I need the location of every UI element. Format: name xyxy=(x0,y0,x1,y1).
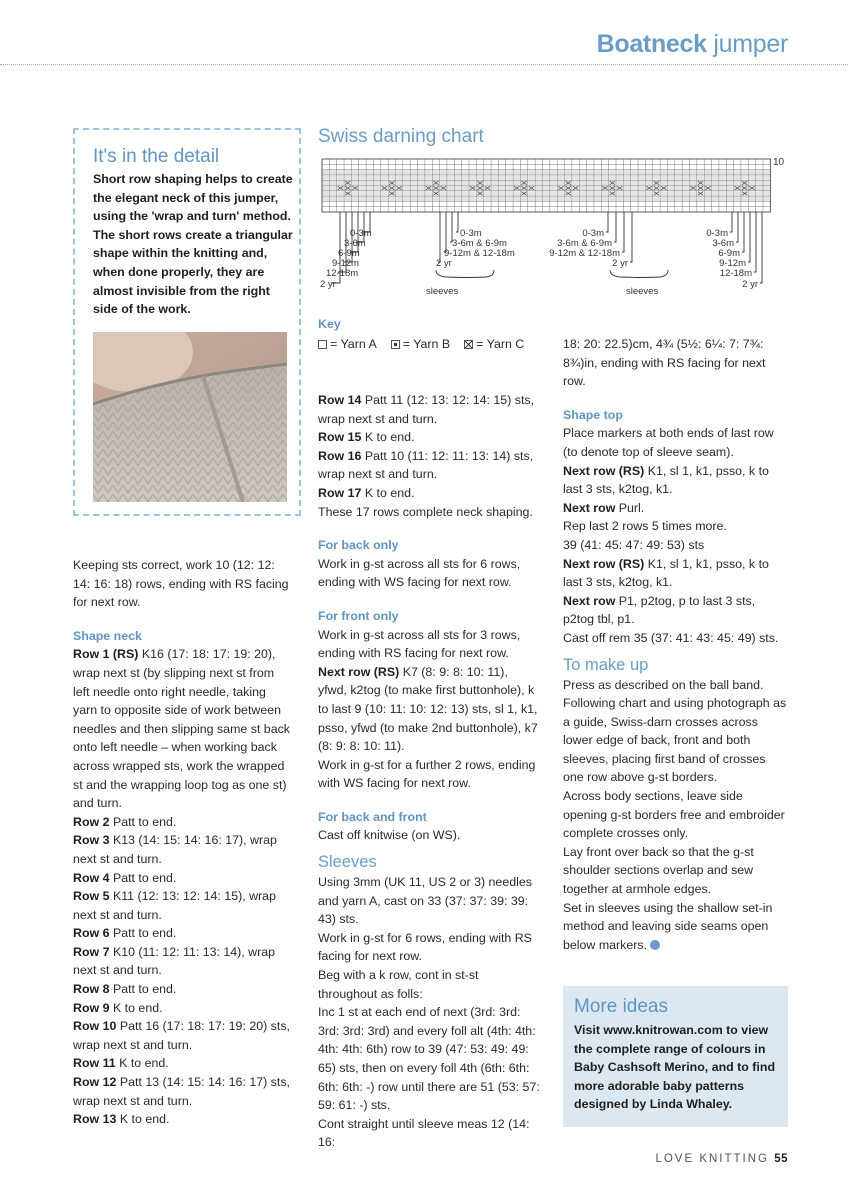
cross-box-icon xyxy=(464,340,473,349)
chart-row-label: 10 xyxy=(773,157,785,168)
key-yarn-a: = Yarn A xyxy=(318,336,377,352)
column-1 xyxy=(73,556,291,1129)
left-size-5: 2 yr xyxy=(320,279,336,290)
pattern-row: Row 4 Patt to end. xyxy=(73,870,177,885)
key-legend xyxy=(318,336,524,352)
right-sleeve-size-1: 3-6m & 6-9m xyxy=(557,238,612,249)
sleeves-text-3: Beg with a k row, cont in st-st throughout as folls: xyxy=(318,968,479,1001)
detail-text: Short row shaping helps to create the elegant neck of this jumper, using the 'wrap and turn' method. The short rows create a triangular shape within the knitting and, when done properly, they are almost invisible from the right side of the work. xyxy=(93,172,293,317)
shape-top-next-3: Next row (RS) K1, sl 1, k1, psso, k to last 3 sts, k2tog, k1. xyxy=(563,556,769,590)
pattern-row: Row 17 K to end. xyxy=(318,485,415,500)
shape-top-text-4: Cast off rem 35 (37: 41: 43: 45: 49) sts. xyxy=(563,630,779,645)
right-sleeve-size-0: 0-3m xyxy=(582,228,604,239)
empty-box-icon xyxy=(318,340,327,349)
right-sleeve-size-2: 9-12m & 12-18m xyxy=(549,248,620,259)
left-size-1: 3-6m xyxy=(344,238,366,249)
left-size-0: 0-3m xyxy=(350,228,372,239)
more-ideas-box xyxy=(563,986,788,1127)
pattern-row: Row 8 Patt to end. xyxy=(73,982,177,997)
chart-title: Swiss darning chart xyxy=(318,126,484,147)
left-size-3: 9-12m xyxy=(332,258,359,269)
end-mark-icon xyxy=(650,940,660,950)
back-front-heading: For back and front xyxy=(318,809,427,824)
pattern-row: Row 7 K10 (11: 12: 11: 13: 14), wrap next st and turn. xyxy=(73,944,276,978)
right-sleeves-label: sleeves xyxy=(626,286,659,297)
pattern-row: Row 6 Patt to end. xyxy=(73,926,177,941)
intro-text: Keeping sts correct, work 10 (12: 12: 14: 16: 18) rows, ending with RS facing for next row. xyxy=(73,558,289,610)
make-up-text-2: Following chart and using photograph as a guide, Swiss-darn crosses across lower edge of back, front and both sleeves, placing first band of crosses one row above g-st borders. xyxy=(563,696,787,785)
left-sleeves-label: sleeves xyxy=(426,286,459,297)
sleeves-heading: Sleeves xyxy=(318,853,377,872)
pattern-row: Row 11 K to end. xyxy=(73,1056,169,1071)
pattern-row: Row 3 K13 (14: 15: 14: 16: 17), wrap next st and turn. xyxy=(73,833,277,866)
neck-rows-cont xyxy=(318,391,540,503)
pattern-row: Row 10 Patt 16 (17: 18: 17: 19: 20) sts, wrap next st and turn. xyxy=(73,1019,290,1052)
right-size-0: 0-3m xyxy=(706,228,728,239)
shape-top-text-2: Rep last 2 rows 5 times more. xyxy=(563,519,727,534)
page-title: Boatneck jumper xyxy=(596,30,788,58)
column-2 xyxy=(318,391,540,1152)
pattern-row: Row 5 K11 (12: 13: 12: 14: 15), wrap next st and turn. xyxy=(73,889,276,922)
complete-text: These 17 rows complete neck shaping. xyxy=(318,504,533,519)
back-front-text: Cast off knitwise (on WS). xyxy=(318,828,461,843)
key-heading: Key xyxy=(318,317,341,331)
right-size-4: 12-18m xyxy=(719,268,752,279)
right-size-2: 6-9m xyxy=(718,248,740,259)
more-ideas-text: Visit www.knitrowan.com to view the complete range of colours in Baby Cashsoft Merino, and to find more adorable baby patterns designed by Linda Whaley. xyxy=(574,1023,776,1112)
make-up-text-4: Lay front over back so that the g-st shoulder sections overlap and sew together at armhole edges. xyxy=(563,844,754,897)
back-only-text: Work in g-st across all sts for 6 rows, ending with WS facing for next row. xyxy=(318,556,521,590)
make-up-text-3: Across body sections, leave side opening g-st borders free and embroider complete crosses only. xyxy=(563,789,785,841)
left-size-4: 12-18m xyxy=(326,268,359,279)
left-sleeve-size-1: 3-6m & 6-9m xyxy=(452,238,507,249)
left-sleeve-size-0: 0-3m xyxy=(460,228,482,239)
front-only-text-1: Work in g-st across all sts for 3 rows, ending with RS facing for next row. xyxy=(318,627,521,661)
pattern-row: Row 9 K to end. xyxy=(73,1000,163,1015)
front-only-text-2: Work in g-st for a further 2 rows, ending with WS facing for next row. xyxy=(318,757,536,791)
left-sleeve-size-3: 2 yr xyxy=(436,258,452,269)
pattern-row: Row 15 K to end. xyxy=(318,430,415,445)
more-ideas-title: More ideas xyxy=(574,996,668,1017)
make-up-text-5: Set in sleeves using the shallow set-in method and leaving side seams open below markers. xyxy=(563,900,773,952)
back-only-heading: For back only xyxy=(318,538,399,553)
left-size-2: 6-9m xyxy=(338,248,360,259)
shape-neck-heading: Shape neck xyxy=(73,628,142,643)
shape-top-text-1: Place markers at both ends of last row (to denote top of sleeve seam). xyxy=(563,426,774,459)
header-rule xyxy=(0,64,848,65)
shape-top-next-4: Next row P1, p2tog, p to last 3 sts, p2tog tbl, p1. xyxy=(563,593,756,627)
make-up-heading: To make up xyxy=(563,655,649,674)
right-size-1: 3-6m xyxy=(712,238,734,249)
dot-box-icon xyxy=(391,340,400,349)
sleeves-text-2: Work in g-st for 6 rows, ending with RS facing for next row. xyxy=(318,930,532,964)
shape-top-next-1: Next row (RS) K1, sl 1, k1, psso, k to last 3 sts, k2tog, k1. xyxy=(563,463,769,497)
pattern-row: Row 14 Patt 11 (12: 13: 12: 14: 15) sts, wrap next st and turn. xyxy=(318,393,535,426)
swiss-darning-chart xyxy=(318,156,788,311)
right-sleeve-size-3: 2 yr xyxy=(612,258,628,269)
sleeves-text-4: Inc 1 st at each end of next (3rd: 3rd: 3rd: 3rd: 3rd) and every foll alt (4th: 4th: 4th: 4th: 6th) row to 39 (47: 53: 49: 49: 65) sts, then on every foll 4th (6th: 6th: 6th: 6th: -) row until there are 51 (53: 57: 59: 61: -) sts. xyxy=(318,1005,540,1113)
pattern-row: Row 1 (RS) K16 (17: 18: 17: 19: 20), wrap next st (by slipping next st from left needle onto right needle, taking yarn to opposite side of work between needles and then slipping same st back onto left needle – when working back across wrapped sts, work the wrapped st and the wrapping loop tog as one st) and turn. xyxy=(73,647,290,811)
neckline-photo xyxy=(93,332,287,502)
pattern-row: Row 12 Patt 13 (14: 15: 14: 16: 17) sts, wrap next st and turn. xyxy=(73,1075,290,1108)
key-yarn-c: = Yarn C xyxy=(464,336,524,352)
detail-box xyxy=(73,128,301,516)
neck-rows xyxy=(73,645,291,1128)
pattern-row: Row 16 Patt 10 (11: 12: 11: 13: 14) sts, wrap next st and turn. xyxy=(318,448,534,482)
right-size-5: 2 yr xyxy=(742,279,758,290)
front-only-next-row: Next row (RS) K7 (8: 9: 8: 10: 11), yfwd, k2tog (to make first buttonhole), k to last 9 (10: 11: 10: 12: 13) sts, sl 1, k1, psso, yfwd (to make 2nd buttonhole), k7 (8: 9: 8: 10: 11). xyxy=(318,664,538,754)
sleeves-text-1: Using 3mm (UK 11, US 2 or 3) needles and yarn A, cast on 33 (37: 37: 39: 39: 43) sts. xyxy=(318,875,532,927)
shape-top-text-3: 39 (41: 45: 47: 49: 53) sts xyxy=(563,537,705,552)
detail-title: It's in the detail xyxy=(93,146,220,167)
sleeves-text-5: Cont straight until sleeve meas 12 (14: 16: xyxy=(318,1116,530,1150)
shape-top-next-2: Next row Purl. xyxy=(563,500,645,515)
shape-top-heading: Shape top xyxy=(563,407,623,422)
sleeve-length-cont: 18: 20: 22.5)cm, 4¾ (5½: 6¼: 7: 7¾: 8¾)in, ending with RS facing for next row. xyxy=(563,337,766,389)
pattern-row: Row 2 Patt to end. xyxy=(73,814,177,829)
column-3 xyxy=(563,335,788,954)
key-yarn-b: = Yarn B xyxy=(391,336,450,352)
left-sleeve-size-2: 9-12m & 12-18m xyxy=(444,248,515,259)
front-only-heading: For front only xyxy=(318,608,399,623)
pattern-row: Row 13 K to end. xyxy=(73,1112,170,1127)
make-up-text-1: Press as described on the ball band. xyxy=(563,677,764,692)
page-footer: LOVE KNITTING 55 xyxy=(655,1153,788,1165)
right-size-3: 9-12m xyxy=(719,258,746,269)
